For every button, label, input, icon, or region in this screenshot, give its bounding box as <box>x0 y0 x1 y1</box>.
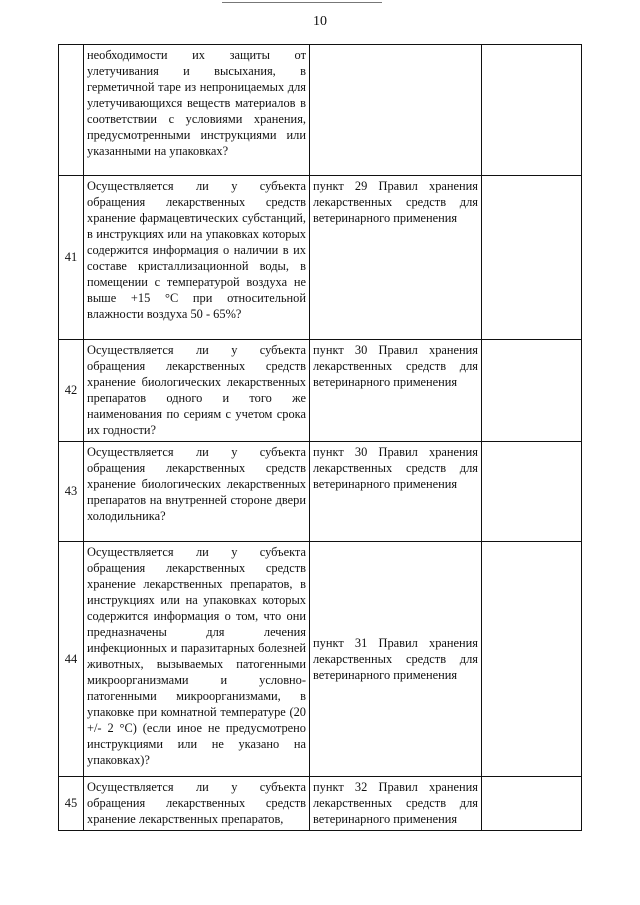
table-row <box>59 340 582 442</box>
question-cell: Осуществляется ли у субъекта обращения лекарственных средств хранение лекарственных препаратов, <box>84 777 310 831</box>
table-row <box>59 777 582 831</box>
answer-cell <box>482 542 582 777</box>
answer-cell <box>482 777 582 831</box>
reference-cell: пункт 31 Правил хранения лекарственных средств для ветеринарного применения <box>310 542 482 777</box>
question-cell: необходимости их защиты от улетучивания и высыхания, в герметичной таре из непроницаемых для улетучивающихся веществ материалов в соответствии с условиями хранения, предусмотренными инструкциями или указанными на упаковках? <box>84 45 310 176</box>
reference-cell: пункт 29 Правил хранения лекарственных средств для ветеринарного применения <box>310 176 482 340</box>
question-cell: Осуществляется ли у субъекта обращения лекарственных средств хранение фармацевтических субстанций, в инструкциях или на упаковках которых содержится информация о наличии в их составе кристаллизационной воды, в помещении с температурой воздуха не выше +15 °С при относительной влажности воздуха 50 - 65%? <box>84 176 310 340</box>
reference-cell: пункт 30 Правил хранения лекарственных средств для ветеринарного применения <box>310 442 482 542</box>
reference-cell: пункт 30 Правил хранения лекарственных средств для ветеринарного применения <box>310 340 482 442</box>
row-number: 42 <box>59 340 84 442</box>
top-rule <box>222 2 382 3</box>
answer-cell <box>482 45 582 176</box>
table-row <box>59 176 582 340</box>
reference-cell: пункт 32 Правил хранения лекарственных средств для ветеринарного применения <box>310 777 482 831</box>
table-row <box>59 45 582 176</box>
row-number: 45 <box>59 777 84 831</box>
row-number: 43 <box>59 442 84 542</box>
answer-cell <box>482 176 582 340</box>
row-number <box>59 45 84 176</box>
question-cell: Осуществляется ли у субъекта обращения лекарственных средств хранение биологических лекарственных препаратов на внутренней стороне двери холодильника? <box>84 442 310 542</box>
table-row <box>59 542 582 777</box>
answer-cell <box>482 442 582 542</box>
question-cell: Осуществляется ли у субъекта обращения лекарственных средств хранение лекарственных препаратов, в инструкциях или на упаковках которых содержится информация о том, что они предназначены для лечения инфекционных и паразитарных болезней животных, вызываемых патогенными микроорганизмами и условно-патогенными микроорганизмами, в упаковке при комнатной температуре (20 +/- 2 °С) (если иное не предусмотрено инструкциями или не указано на упаковках)? <box>84 542 310 777</box>
row-number: 44 <box>59 542 84 777</box>
reference-cell <box>310 45 482 176</box>
checklist-table <box>58 44 582 831</box>
question-cell: Осуществляется ли у субъекта обращения лекарственных средств хранение биологических лекарственных препаратов одного и того же наименования по сериям с учетом срока их годности? <box>84 340 310 442</box>
page-number: 10 <box>313 14 327 29</box>
answer-cell <box>482 340 582 442</box>
table-row <box>59 442 582 542</box>
row-number: 41 <box>59 176 84 340</box>
